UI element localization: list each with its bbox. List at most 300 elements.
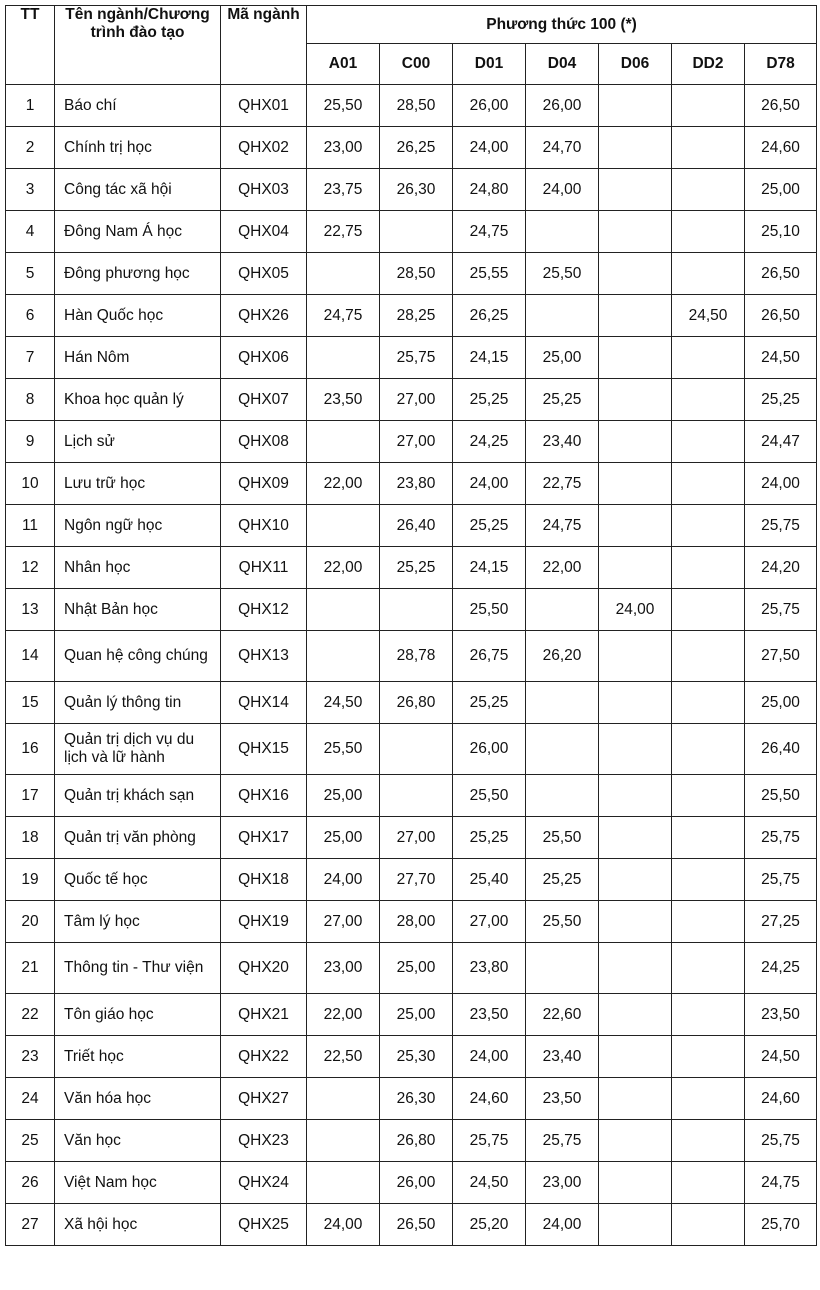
header-program-code: Mã ngành xyxy=(221,6,307,85)
cell-a01 xyxy=(307,253,380,295)
cell-dd2 xyxy=(672,943,745,994)
cell-a01: 22,00 xyxy=(307,547,380,589)
cell-d04: 23,40 xyxy=(526,1036,599,1078)
cell-name: Quan hệ công chúng xyxy=(55,631,221,682)
cell-name: Đông Nam Á học xyxy=(55,211,221,253)
cell-a01: 22,75 xyxy=(307,211,380,253)
cell-d06 xyxy=(599,421,672,463)
cell-name: Nhật Bản học xyxy=(55,589,221,631)
cell-c00: 25,25 xyxy=(380,547,453,589)
admission-score-table xyxy=(5,5,817,1246)
header-tt: TT xyxy=(6,6,55,85)
cell-d78: 24,47 xyxy=(745,421,817,463)
cell-code: QHX02 xyxy=(221,127,307,169)
cell-name: Báo chí xyxy=(55,85,221,127)
cell-d06 xyxy=(599,295,672,337)
cell-code: QHX12 xyxy=(221,589,307,631)
cell-name: Khoa học quản lý xyxy=(55,379,221,421)
table-row xyxy=(6,253,817,295)
header-block-d06: D06 xyxy=(599,44,672,85)
cell-d04: 25,50 xyxy=(526,901,599,943)
cell-d04 xyxy=(526,295,599,337)
cell-name: Lịch sử xyxy=(55,421,221,463)
cell-d06 xyxy=(599,85,672,127)
cell-name: Văn học xyxy=(55,1120,221,1162)
cell-d06 xyxy=(599,994,672,1036)
cell-c00: 27,00 xyxy=(380,817,453,859)
table-row xyxy=(6,775,817,817)
cell-d01: 24,25 xyxy=(453,421,526,463)
header-method: Phương thức 100 (*) xyxy=(307,6,817,44)
cell-tt: 1 xyxy=(6,85,55,127)
cell-d01: 25,75 xyxy=(453,1120,526,1162)
table-row xyxy=(6,85,817,127)
cell-d06 xyxy=(599,253,672,295)
cell-code: QHX08 xyxy=(221,421,307,463)
cell-d78: 25,10 xyxy=(745,211,817,253)
cell-tt: 10 xyxy=(6,463,55,505)
cell-d06 xyxy=(599,724,672,775)
cell-c00: 26,50 xyxy=(380,1204,453,1246)
cell-d04: 22,00 xyxy=(526,547,599,589)
cell-name: Quản trị dịch vụ du lịch và lữ hành xyxy=(55,724,221,775)
cell-d01: 25,50 xyxy=(453,775,526,817)
cell-d06 xyxy=(599,463,672,505)
cell-c00 xyxy=(380,589,453,631)
cell-d06 xyxy=(599,901,672,943)
table-row xyxy=(6,859,817,901)
cell-code: QHX13 xyxy=(221,631,307,682)
cell-d04: 25,00 xyxy=(526,337,599,379)
cell-c00: 27,00 xyxy=(380,379,453,421)
cell-a01: 24,00 xyxy=(307,1204,380,1246)
cell-tt: 16 xyxy=(6,724,55,775)
cell-c00: 27,70 xyxy=(380,859,453,901)
cell-dd2 xyxy=(672,859,745,901)
cell-d01: 25,25 xyxy=(453,682,526,724)
table-row xyxy=(6,169,817,211)
cell-dd2 xyxy=(672,547,745,589)
cell-name: Hàn Quốc học xyxy=(55,295,221,337)
cell-d04 xyxy=(526,211,599,253)
cell-dd2 xyxy=(672,901,745,943)
cell-d04: 25,50 xyxy=(526,817,599,859)
cell-tt: 6 xyxy=(6,295,55,337)
cell-d01: 23,50 xyxy=(453,994,526,1036)
cell-d06 xyxy=(599,775,672,817)
cell-tt: 19 xyxy=(6,859,55,901)
cell-c00: 26,80 xyxy=(380,682,453,724)
cell-code: QHX05 xyxy=(221,253,307,295)
cell-code: QHX01 xyxy=(221,85,307,127)
cell-dd2 xyxy=(672,994,745,1036)
cell-d01: 25,55 xyxy=(453,253,526,295)
cell-dd2 xyxy=(672,337,745,379)
cell-c00: 28,78 xyxy=(380,631,453,682)
table-row xyxy=(6,1078,817,1120)
cell-code: QHX07 xyxy=(221,379,307,421)
cell-d78: 24,50 xyxy=(745,1036,817,1078)
cell-d04 xyxy=(526,775,599,817)
cell-d78: 24,25 xyxy=(745,943,817,994)
cell-d01: 26,00 xyxy=(453,85,526,127)
header-block-a01: A01 xyxy=(307,44,380,85)
cell-c00: 26,80 xyxy=(380,1120,453,1162)
cell-d78: 25,00 xyxy=(745,169,817,211)
cell-c00: 28,50 xyxy=(380,85,453,127)
cell-d01: 24,75 xyxy=(453,211,526,253)
table-row xyxy=(6,901,817,943)
cell-d01: 24,00 xyxy=(453,127,526,169)
cell-tt: 9 xyxy=(6,421,55,463)
table-row xyxy=(6,631,817,682)
cell-d04: 24,00 xyxy=(526,169,599,211)
cell-d06 xyxy=(599,943,672,994)
cell-name: Tôn giáo học xyxy=(55,994,221,1036)
cell-code: QHX27 xyxy=(221,1078,307,1120)
cell-a01: 24,75 xyxy=(307,295,380,337)
cell-code: QHX17 xyxy=(221,817,307,859)
cell-d78: 25,50 xyxy=(745,775,817,817)
cell-code: QHX23 xyxy=(221,1120,307,1162)
table-row xyxy=(6,1162,817,1204)
table-row xyxy=(6,211,817,253)
cell-d04: 25,25 xyxy=(526,859,599,901)
cell-dd2 xyxy=(672,1204,745,1246)
table-row xyxy=(6,127,817,169)
table-row xyxy=(6,379,817,421)
header-block-dd2: DD2 xyxy=(672,44,745,85)
cell-dd2 xyxy=(672,589,745,631)
cell-d06 xyxy=(599,379,672,421)
cell-code: QHX22 xyxy=(221,1036,307,1078)
cell-d01: 24,80 xyxy=(453,169,526,211)
cell-c00: 25,00 xyxy=(380,994,453,1036)
cell-d04: 22,75 xyxy=(526,463,599,505)
cell-a01: 25,50 xyxy=(307,724,380,775)
cell-d04: 24,70 xyxy=(526,127,599,169)
cell-d06 xyxy=(599,1078,672,1120)
cell-dd2 xyxy=(672,253,745,295)
table-row xyxy=(6,1204,817,1246)
cell-dd2 xyxy=(672,421,745,463)
cell-d01: 25,25 xyxy=(453,817,526,859)
cell-name: Quản lý thông tin xyxy=(55,682,221,724)
cell-c00 xyxy=(380,724,453,775)
cell-dd2 xyxy=(672,463,745,505)
table-row xyxy=(6,463,817,505)
cell-d01: 24,50 xyxy=(453,1162,526,1204)
cell-code: QHX24 xyxy=(221,1162,307,1204)
cell-name: Chính trị học xyxy=(55,127,221,169)
cell-a01: 24,50 xyxy=(307,682,380,724)
cell-a01 xyxy=(307,337,380,379)
cell-a01: 27,00 xyxy=(307,901,380,943)
cell-d01: 24,15 xyxy=(453,337,526,379)
cell-d78: 27,50 xyxy=(745,631,817,682)
cell-name: Ngôn ngữ học xyxy=(55,505,221,547)
cell-d78: 27,25 xyxy=(745,901,817,943)
cell-name: Quản trị văn phòng xyxy=(55,817,221,859)
cell-name: Đông phương học xyxy=(55,253,221,295)
cell-code: QHX19 xyxy=(221,901,307,943)
cell-name: Hán Nôm xyxy=(55,337,221,379)
cell-d78: 25,75 xyxy=(745,505,817,547)
cell-tt: 20 xyxy=(6,901,55,943)
table-row xyxy=(6,505,817,547)
header-row-top xyxy=(6,6,817,44)
cell-tt: 12 xyxy=(6,547,55,589)
cell-code: QHX15 xyxy=(221,724,307,775)
cell-d06 xyxy=(599,505,672,547)
cell-d78: 25,75 xyxy=(745,589,817,631)
table-row xyxy=(6,994,817,1036)
table-row xyxy=(6,1120,817,1162)
cell-code: QHX09 xyxy=(221,463,307,505)
table-row xyxy=(6,943,817,994)
cell-tt: 21 xyxy=(6,943,55,994)
cell-tt: 24 xyxy=(6,1078,55,1120)
cell-d01: 24,00 xyxy=(453,463,526,505)
cell-a01: 22,00 xyxy=(307,463,380,505)
cell-d01: 25,50 xyxy=(453,589,526,631)
cell-name: Quản trị khách sạn xyxy=(55,775,221,817)
cell-d06 xyxy=(599,337,672,379)
cell-c00: 25,00 xyxy=(380,943,453,994)
cell-a01: 23,75 xyxy=(307,169,380,211)
cell-tt: 13 xyxy=(6,589,55,631)
cell-a01: 22,50 xyxy=(307,1036,380,1078)
cell-code: QHX04 xyxy=(221,211,307,253)
cell-dd2 xyxy=(672,169,745,211)
cell-d78: 24,75 xyxy=(745,1162,817,1204)
cell-name: Lưu trữ học xyxy=(55,463,221,505)
cell-d78: 26,50 xyxy=(745,85,817,127)
cell-a01: 23,00 xyxy=(307,127,380,169)
header-program-name: Tên ngành/Chương trình đào tạo xyxy=(55,6,221,85)
header-block-d01: D01 xyxy=(453,44,526,85)
cell-a01: 24,00 xyxy=(307,859,380,901)
cell-c00: 26,40 xyxy=(380,505,453,547)
cell-dd2 xyxy=(672,505,745,547)
cell-tt: 4 xyxy=(6,211,55,253)
cell-a01: 23,00 xyxy=(307,943,380,994)
cell-d04 xyxy=(526,682,599,724)
cell-c00: 28,00 xyxy=(380,901,453,943)
cell-name: Công tác xã hội xyxy=(55,169,221,211)
cell-d78: 24,60 xyxy=(745,1078,817,1120)
cell-a01 xyxy=(307,421,380,463)
cell-d01: 23,80 xyxy=(453,943,526,994)
cell-d78: 25,75 xyxy=(745,859,817,901)
cell-d06 xyxy=(599,1036,672,1078)
cell-dd2 xyxy=(672,127,745,169)
cell-d06 xyxy=(599,682,672,724)
cell-c00 xyxy=(380,211,453,253)
cell-d06: 24,00 xyxy=(599,589,672,631)
cell-tt: 5 xyxy=(6,253,55,295)
cell-c00: 25,30 xyxy=(380,1036,453,1078)
cell-d78: 23,50 xyxy=(745,994,817,1036)
cell-a01: 23,50 xyxy=(307,379,380,421)
cell-dd2 xyxy=(672,1162,745,1204)
cell-c00: 26,25 xyxy=(380,127,453,169)
cell-d01: 24,60 xyxy=(453,1078,526,1120)
cell-d78: 25,75 xyxy=(745,1120,817,1162)
cell-name: Thông tin - Thư viện xyxy=(55,943,221,994)
cell-tt: 14 xyxy=(6,631,55,682)
cell-code: QHX26 xyxy=(221,295,307,337)
cell-d04: 24,00 xyxy=(526,1204,599,1246)
cell-dd2 xyxy=(672,775,745,817)
table-row xyxy=(6,1036,817,1078)
cell-tt: 3 xyxy=(6,169,55,211)
cell-d04: 23,50 xyxy=(526,1078,599,1120)
cell-dd2 xyxy=(672,1078,745,1120)
cell-code: QHX16 xyxy=(221,775,307,817)
cell-c00: 25,75 xyxy=(380,337,453,379)
cell-d06 xyxy=(599,1162,672,1204)
cell-dd2 xyxy=(672,211,745,253)
cell-d06 xyxy=(599,547,672,589)
cell-d06 xyxy=(599,1120,672,1162)
cell-tt: 22 xyxy=(6,994,55,1036)
cell-name: Triết học xyxy=(55,1036,221,1078)
cell-tt: 2 xyxy=(6,127,55,169)
cell-d78: 25,70 xyxy=(745,1204,817,1246)
cell-a01 xyxy=(307,1078,380,1120)
cell-d04: 23,00 xyxy=(526,1162,599,1204)
cell-name: Xã hội học xyxy=(55,1204,221,1246)
cell-dd2 xyxy=(672,1120,745,1162)
cell-tt: 23 xyxy=(6,1036,55,1078)
cell-d01: 26,00 xyxy=(453,724,526,775)
cell-name: Quốc tế học xyxy=(55,859,221,901)
cell-c00: 28,50 xyxy=(380,253,453,295)
cell-c00: 28,25 xyxy=(380,295,453,337)
cell-d01: 25,25 xyxy=(453,379,526,421)
cell-c00: 27,00 xyxy=(380,421,453,463)
table-row xyxy=(6,817,817,859)
cell-d04: 25,75 xyxy=(526,1120,599,1162)
cell-tt: 7 xyxy=(6,337,55,379)
cell-d01: 27,00 xyxy=(453,901,526,943)
cell-c00: 23,80 xyxy=(380,463,453,505)
cell-d01: 24,15 xyxy=(453,547,526,589)
cell-d01: 26,25 xyxy=(453,295,526,337)
cell-d06 xyxy=(599,169,672,211)
cell-tt: 17 xyxy=(6,775,55,817)
cell-tt: 11 xyxy=(6,505,55,547)
cell-d04 xyxy=(526,589,599,631)
cell-dd2 xyxy=(672,1036,745,1078)
cell-name: Nhân học xyxy=(55,547,221,589)
cell-d78: 24,20 xyxy=(745,547,817,589)
table-row xyxy=(6,421,817,463)
cell-d78: 25,25 xyxy=(745,379,817,421)
cell-a01: 25,00 xyxy=(307,817,380,859)
table-body xyxy=(6,85,817,1246)
cell-a01 xyxy=(307,1120,380,1162)
cell-code: QHX06 xyxy=(221,337,307,379)
cell-d04: 23,40 xyxy=(526,421,599,463)
cell-name: Việt Nam học xyxy=(55,1162,221,1204)
cell-name: Văn hóa học xyxy=(55,1078,221,1120)
cell-tt: 26 xyxy=(6,1162,55,1204)
table-row xyxy=(6,547,817,589)
table-row xyxy=(6,724,817,775)
cell-d04: 26,00 xyxy=(526,85,599,127)
cell-dd2 xyxy=(672,724,745,775)
cell-d01: 26,75 xyxy=(453,631,526,682)
cell-code: QHX25 xyxy=(221,1204,307,1246)
cell-d06 xyxy=(599,631,672,682)
cell-d78: 26,40 xyxy=(745,724,817,775)
cell-d01: 24,00 xyxy=(453,1036,526,1078)
cell-d04: 25,50 xyxy=(526,253,599,295)
cell-dd2 xyxy=(672,85,745,127)
cell-code: QHX03 xyxy=(221,169,307,211)
header-block-d78: D78 xyxy=(745,44,817,85)
header-block-d04: D04 xyxy=(526,44,599,85)
cell-d78: 26,50 xyxy=(745,295,817,337)
cell-a01 xyxy=(307,505,380,547)
cell-d78: 25,75 xyxy=(745,817,817,859)
table-row xyxy=(6,589,817,631)
header-block-c00: C00 xyxy=(380,44,453,85)
cell-a01 xyxy=(307,631,380,682)
cell-a01: 25,50 xyxy=(307,85,380,127)
cell-tt: 15 xyxy=(6,682,55,724)
cell-d04: 26,20 xyxy=(526,631,599,682)
cell-d04: 22,60 xyxy=(526,994,599,1036)
cell-a01 xyxy=(307,589,380,631)
cell-c00: 26,30 xyxy=(380,169,453,211)
cell-d06 xyxy=(599,1204,672,1246)
cell-name: Tâm lý học xyxy=(55,901,221,943)
cell-tt: 27 xyxy=(6,1204,55,1246)
cell-d01: 25,40 xyxy=(453,859,526,901)
table-row xyxy=(6,295,817,337)
table-row xyxy=(6,337,817,379)
cell-code: QHX21 xyxy=(221,994,307,1036)
cell-d78: 24,50 xyxy=(745,337,817,379)
cell-d78: 24,00 xyxy=(745,463,817,505)
cell-d06 xyxy=(599,817,672,859)
cell-a01: 25,00 xyxy=(307,775,380,817)
cell-a01 xyxy=(307,1162,380,1204)
cell-d04 xyxy=(526,724,599,775)
cell-code: QHX11 xyxy=(221,547,307,589)
cell-d06 xyxy=(599,859,672,901)
cell-tt: 8 xyxy=(6,379,55,421)
cell-tt: 18 xyxy=(6,817,55,859)
cell-d06 xyxy=(599,211,672,253)
cell-d78: 26,50 xyxy=(745,253,817,295)
cell-dd2 xyxy=(672,817,745,859)
cell-tt: 25 xyxy=(6,1120,55,1162)
cell-c00: 26,00 xyxy=(380,1162,453,1204)
cell-dd2 xyxy=(672,682,745,724)
cell-d04 xyxy=(526,943,599,994)
cell-d06 xyxy=(599,127,672,169)
cell-c00 xyxy=(380,775,453,817)
cell-dd2 xyxy=(672,631,745,682)
cell-dd2: 24,50 xyxy=(672,295,745,337)
cell-c00: 26,30 xyxy=(380,1078,453,1120)
cell-d01: 25,25 xyxy=(453,505,526,547)
cell-d04: 25,25 xyxy=(526,379,599,421)
